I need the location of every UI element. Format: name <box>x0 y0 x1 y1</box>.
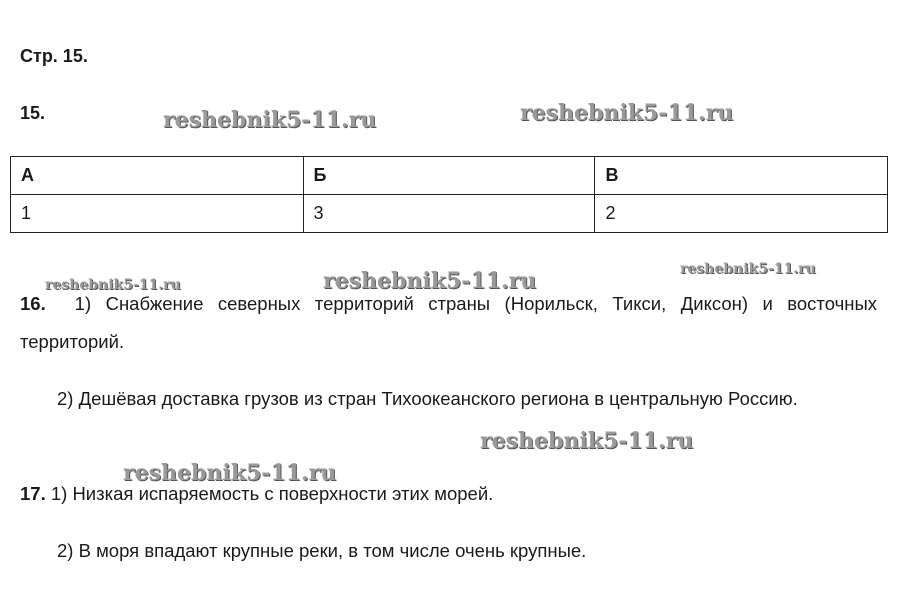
watermark: reshebnik5-11.ru <box>680 261 816 277</box>
task-16-item-1 <box>20 285 877 361</box>
task-17-item-2-text: 2) В моря впадают крупные реки, в том числе очень крупные. <box>57 540 587 561</box>
answer-table <box>10 156 888 233</box>
table-header-row <box>11 157 888 195</box>
table-cell: 2 <box>595 195 888 233</box>
table-cell: 1 <box>11 195 304 233</box>
task-17-item-2 <box>20 532 877 570</box>
task-16-item-2-text: 2) Дешёвая доставка грузов из стран Тихоокеанского региона в центральную Россию. <box>57 388 798 409</box>
watermark: reshebnik5-11.ru <box>323 268 537 294</box>
watermark: reshebnik5-11.ru <box>163 107 377 133</box>
table-cell: 3 <box>303 195 595 233</box>
table-header-cell: А <box>11 157 304 195</box>
task-16-number: 16. <box>20 293 46 314</box>
watermark: reshebnik5-11.ru <box>480 428 694 454</box>
task-17-item-1-text: 1) Низкая испаряемость с поверхности этих морей. <box>50 483 494 504</box>
task-16-item-1-text: 1) Снабжение северных территорий страны (Норильск, Тикси, Диксон) и восточных территорий. <box>20 293 877 352</box>
task-15-number: 15. <box>20 103 46 123</box>
table-header-cell: Б <box>303 157 595 195</box>
watermark: reshebnik5-11.ru <box>45 277 181 293</box>
table-row <box>11 195 888 233</box>
task-16-item-2 <box>20 380 877 418</box>
watermark: reshebnik5-11.ru <box>123 460 337 486</box>
page-header <box>20 46 88 67</box>
page-label: Стр. 15. <box>20 46 88 66</box>
watermark: reshebnik5-11.ru <box>520 100 734 126</box>
table-header-cell: В <box>595 157 888 195</box>
task-17-number: 17. <box>20 483 46 504</box>
